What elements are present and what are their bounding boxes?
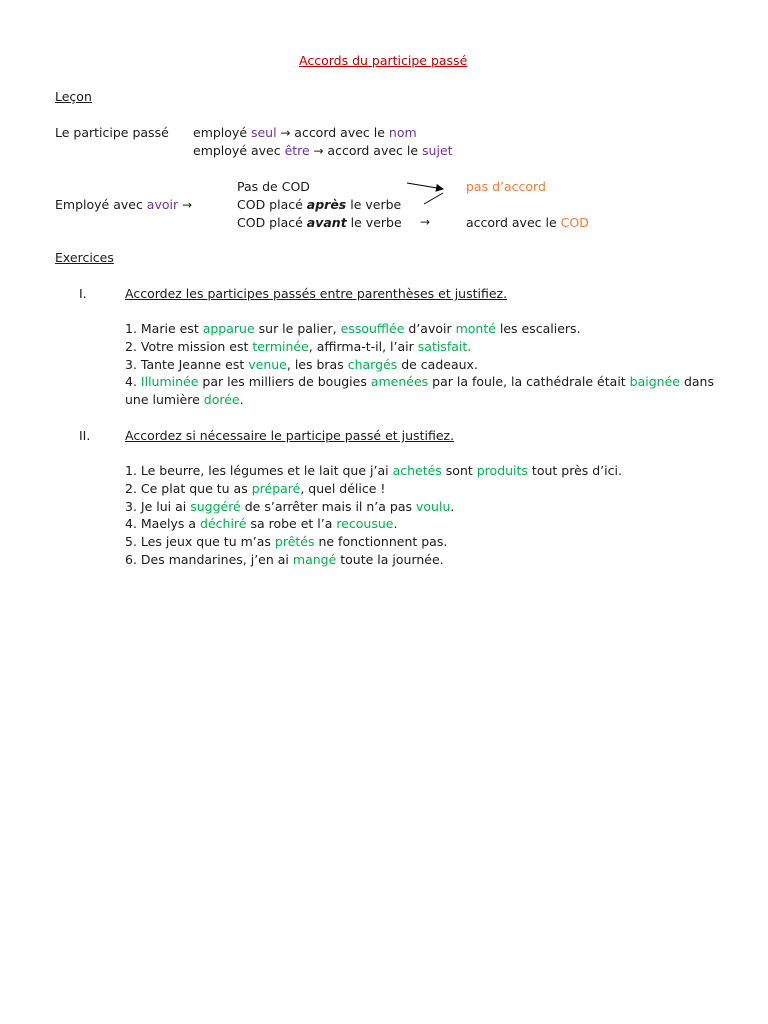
item-text: 5. Les jeux que tu m’as: [125, 534, 275, 550]
exercise-item: [125, 463, 622, 478]
item-text: 1. Le beurre, les légumes et le lait que j’ai: [125, 463, 393, 478]
participle-word: amenées: [370, 374, 429, 390]
rule-text: le verbe: [346, 197, 402, 212]
participle-word: préparé: [251, 480, 301, 496]
item-text: de s’arrêter mais il n’a pas: [240, 498, 416, 514]
participle-word: prêtés: [274, 534, 315, 550]
rule-text: le verbe: [346, 215, 402, 230]
item-text: sa robe et l’a: [246, 516, 337, 532]
item-text: de cadeaux.: [397, 356, 478, 372]
arrow-line-cod-after: [424, 193, 443, 204]
participle-word: satisfait.: [417, 338, 472, 354]
item-text: 3. Tante Jeanne est: [125, 356, 249, 372]
item-text: .: [450, 498, 455, 514]
item-text: sur le palier,: [254, 321, 341, 336]
keyword-etre: être: [284, 143, 310, 158]
participle-word: déchiré: [200, 516, 247, 532]
participle-word: apparue: [202, 321, 255, 336]
item-text: les escaliers.: [495, 321, 581, 336]
item-text: une lumière: [125, 392, 204, 408]
item-text: 2. Votre mission est: [125, 338, 253, 354]
keyword-avoir: avoir: [146, 197, 179, 212]
exercise-item: [125, 321, 581, 336]
rule-text: accord avec le: [294, 125, 389, 140]
exercise-item: [125, 481, 385, 496]
item-text: 6. Des mandarines, j’en ai: [125, 552, 293, 567]
item-text: par la foule, la cathédrale était: [428, 374, 630, 390]
exercise-item: [125, 339, 471, 354]
exercise-item: [125, 357, 478, 372]
exercise-item: [125, 374, 714, 389]
rule-text: COD placé: [237, 215, 307, 230]
participle-word: mangé: [292, 552, 337, 567]
lesson-heading: Leçon: [55, 89, 92, 104]
item-text: .: [393, 516, 398, 532]
exercise-item: [125, 534, 447, 549]
participle-word: recousue: [336, 516, 394, 532]
item-text: tout près d’ici.: [527, 463, 622, 478]
item-text: 2. Ce plat que tu as: [125, 480, 252, 496]
item-text: , les bras: [286, 356, 348, 372]
rule-text: accord avec le: [466, 215, 561, 230]
exercise-item: [125, 516, 397, 531]
participle-word: chargés: [347, 356, 398, 372]
result-no-agreement: pas d’accord: [466, 179, 546, 194]
arrow-icon: →: [178, 198, 192, 212]
exercise-item: [125, 552, 444, 567]
item-text: par les milliers de bougies: [198, 374, 371, 390]
participle-word: Illuminée: [140, 374, 199, 390]
emphasis-apres: après: [306, 197, 347, 212]
document-title: Accords du participe passé: [299, 53, 468, 68]
keyword-cod: COD: [560, 215, 589, 230]
rule-text: Employé avec: [55, 197, 147, 212]
item-text: 4.: [125, 374, 141, 390]
keyword-sujet: sujet: [422, 143, 453, 158]
participle-word: voulu: [416, 498, 451, 514]
keyword-seul: seul: [250, 125, 277, 140]
participle-word: dorée: [203, 392, 240, 408]
participle-word: baignée: [629, 374, 680, 390]
exercise1-instruction: Accordez les participes passés entre parenthèses et justifiez.: [125, 286, 508, 301]
arrow-line-no-cod: [407, 183, 443, 189]
item-text: ne fonctionnent pas.: [314, 534, 448, 550]
exercise1-number: I.: [79, 286, 87, 301]
participle-word: venue: [248, 356, 287, 372]
item-text: sont: [441, 463, 477, 478]
arrow-icon: →: [276, 126, 295, 140]
rule1-label: Le participe passé: [55, 125, 169, 140]
exercise-item: [125, 499, 454, 514]
arrow-icon: →: [420, 215, 431, 229]
item-text: d’avoir: [404, 321, 456, 336]
item-text: , quel délice !: [300, 480, 386, 496]
item-text: toute la journée.: [336, 552, 444, 567]
item-text: dans: [679, 374, 714, 390]
emphasis-avant: avant: [306, 215, 347, 230]
participle-word: essoufflée: [340, 321, 405, 336]
rule-text: accord avec le: [327, 143, 423, 158]
rule2-case-no-cod: Pas de COD: [237, 179, 310, 194]
exercise-item: [125, 392, 244, 407]
keyword-nom: nom: [388, 125, 417, 140]
participle-word: achetés: [392, 463, 442, 478]
participle-word: terminée: [252, 338, 309, 354]
item-text: .: [239, 392, 244, 408]
participle-word: monté: [455, 321, 496, 336]
exercise2-number: II.: [79, 428, 91, 443]
exercises-heading: Exercices: [55, 250, 114, 265]
rule-text: employé: [193, 125, 251, 140]
item-text: 3. Je lui ai: [125, 498, 191, 514]
arrow-icon: →: [309, 144, 328, 158]
item-text: , affirma-t-il, l’air: [308, 338, 418, 354]
rule-text: employé avec: [193, 143, 285, 158]
item-text: 1. Marie est: [125, 321, 203, 336]
participle-word: produits: [476, 463, 528, 478]
item-text: 4. Maelys a: [125, 516, 201, 532]
rule-text: COD placé: [237, 197, 307, 212]
participle-word: suggéré: [190, 498, 241, 514]
exercise2-instruction: Accordez si nécessaire le participe passé et justifiez.: [125, 428, 455, 443]
